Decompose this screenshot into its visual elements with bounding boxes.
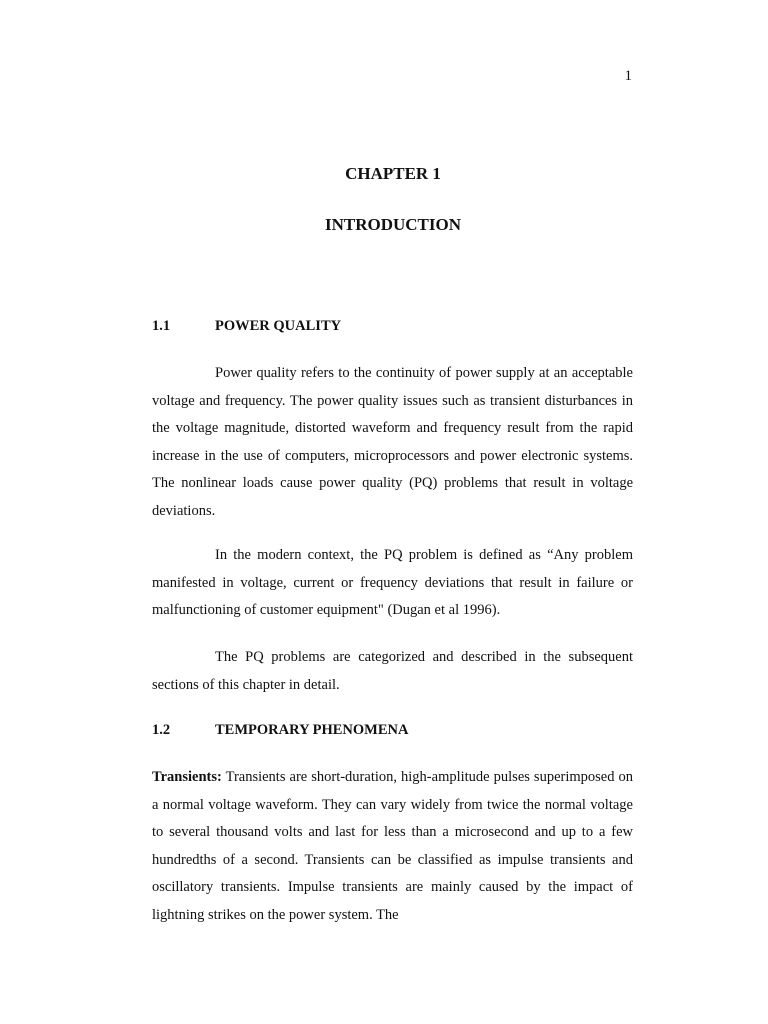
paragraph <box>152 764 633 929</box>
term-label: Transients: <box>152 769 222 785</box>
paragraph: In the modern context, the PQ problem is defined as “Any problem manifested in voltage, current or frequency deviations that result in failure or malfunctioning of customer equipment" (Dugan et al 1996). <box>152 547 633 618</box>
section-heading <box>152 722 408 739</box>
paragraph: The PQ problems are categorized and described in the subsequent sections of this chapter in detail. <box>152 649 633 693</box>
paragraph-text: Transients are short-duration, high-amplitude pulses superimposed on a normal voltage waveform. They can vary widely from twice the normal voltage to several thousand volts and last for less than a microsecond and up to a few hundredths of a second. Transients can be classified as impulse transients and oscillatory transients. Impulse transients are mainly caused by the impact of lightning strikes on the power system. The <box>152 769 633 923</box>
paragraph: Power quality refers to the continuity of power supply at an acceptable voltage and frequency. The power quality issues such as transient disturbances in the voltage magnitude, distorted waveform and frequency result from the rapid increase in the use of computers, microprocessors and power electronic systems. The nonlinear loads cause power quality (PQ) problems that result in voltage deviations. <box>152 365 633 519</box>
chapter-label: CHAPTER 1 <box>345 164 441 183</box>
page-number: 1 <box>624 68 632 84</box>
section-title: TEMPORARY PHENOMENA <box>215 722 409 738</box>
section-title: POWER QUALITY <box>215 318 342 334</box>
chapter-title: INTRODUCTION <box>324 215 462 234</box>
section-number: 1.1 <box>152 318 171 334</box>
section-heading <box>152 318 341 335</box>
section-number: 1.2 <box>152 722 171 738</box>
